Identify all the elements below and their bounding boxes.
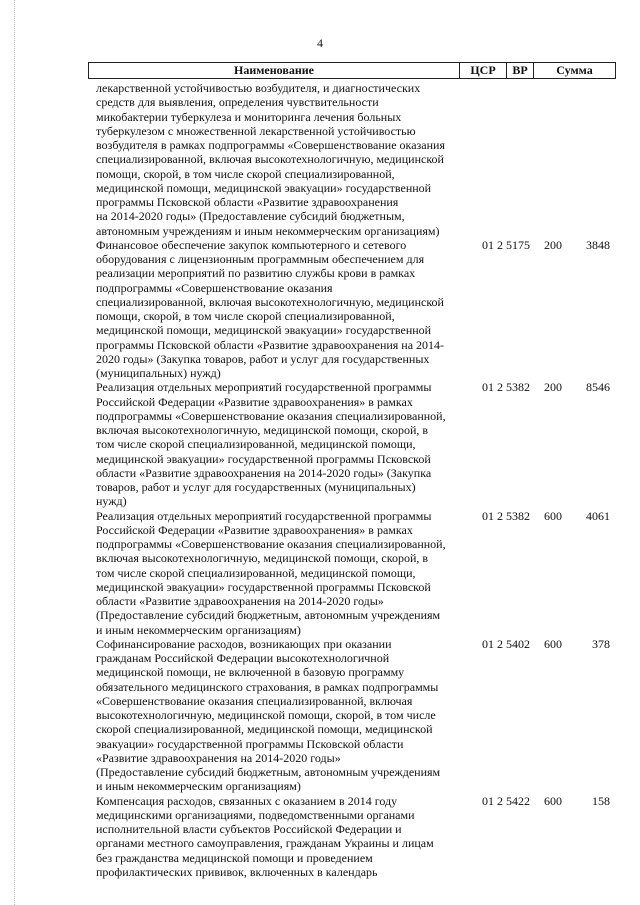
row-vr: 600 — [544, 508, 562, 523]
row-name: Реализация отдельных мероприятий государственной программы Российской Федерации «Развитие здравоохранения» в рамках подпрограммы «Совершенствование оказания специализированной, включая высокотехнологичную, медицинской помощи, скорой, в том числе скорой специализированной, медицинской помощи, медицинской эвакуации» государственной программы Псковской области «Развитие здравоохранения на 2014-2020 годы» (Предоставление субсидий бюджетным, автономным учреждениям и иным некоммерческим организациям) — [96, 508, 446, 637]
row-sum: 158 — [592, 793, 610, 808]
header-sum: Сумма — [556, 63, 593, 77]
table-header — [88, 62, 616, 79]
header-name: Наименование — [89, 63, 460, 78]
row-csr: 01 2 5382 — [482, 508, 530, 523]
row-name: Компенсация расходов, связанных с оказанием в 2014 году медицинскими организациями, подведомственными органами исполнительной власти субъектов Российской Федерации и органами местного самоуправления, гражданам Украины и лицам без гражданства медицинской помощи и проведением профилактических прививок, включенных в календарь — [96, 793, 434, 879]
header-vr: ВР — [507, 63, 534, 78]
row-sum: 8546 — [586, 380, 610, 395]
row-vr — [534, 81, 572, 238]
budget-table — [88, 62, 616, 879]
row-sum: 3848 — [586, 237, 610, 252]
table-row — [88, 637, 616, 794]
row-sum: 4061 — [586, 508, 610, 523]
row-vr: 600 — [544, 636, 562, 651]
page-number: 4 — [317, 36, 323, 50]
row-sum — [572, 81, 616, 238]
row-csr: 01 2 5175 — [482, 237, 530, 252]
row-sum: 378 — [592, 636, 610, 651]
row-name: Софинансирование расходов, возникающих при оказании гражданам Российской Федерации высокотехнологичной медицинской помощи, не включенной в базовую программу обязательного медицинского страхования, в рамках подпрограммы «Совершенствование оказания специализированной, включая высокотехнологичную, медицинской помощи, скорой, в том числе скорой специализированной, медицинской помощи, медицинской эвакуации» государственной программы Псковской области «Развитие здравоохранения на 2014-2020 годы» (Предоставление субсидий бюджетным, автономным учреждениям и иным некоммерческим организациям) — [96, 636, 441, 794]
row-name: Финансовое обеспечение закупок компьютерного и сетевого оборудования с лицензионным программным обеспечением для реализации мероприятий по развитию службы крови в рамках подпрограммы «Совершенствование оказания специализированной, включая высокотехнологичную, медицинской помощи, скорой, в том числе скорой специализированной, медицинской помощи, медицинской эвакуации» государственной программы Псковской области «Развитие здравоохранения на 2014- 2020 годы» (Закупка товаров, работ и услуг для государственных (муниципальных) нужд) — [96, 237, 445, 380]
row-name: лекарственной устойчивостью возбудителя, и диагностических средств для выявления, определения чувствительности микобактерии туберкулеза и мониторинга лечения больных туберкулезом с множественной лекарственной устойчивостью возбудителя в рамках подпрограммы «Совершенствование оказания специализированной, включая высокотехнологичную, медицинской помощи, скорой, в том числе скорой специализированной, медицинской помощи, медицинской эвакуации» государственной программы Псковской области «Развитие здравоохранения на 2014-2020 годы» (Предоставление субсидий бюджетным, автономным учреждениям и иным некоммерческим организациям) — [96, 81, 445, 238]
table-body — [88, 81, 616, 879]
header-csr: ЦСР — [460, 63, 507, 78]
row-vr: 600 — [544, 793, 562, 808]
table-row — [88, 794, 616, 880]
table-row — [88, 509, 616, 637]
table-row — [88, 380, 616, 508]
row-csr — [458, 81, 534, 238]
table-row — [88, 238, 616, 381]
row-vr: 200 — [544, 380, 562, 395]
binding-edge — [14, 0, 17, 905]
row-csr: 01 2 5402 — [482, 636, 530, 651]
row-csr: 01 2 5382 — [482, 380, 530, 395]
row-name: Реализация отдельных мероприятий государственной программы Российской Федерации «Развитие здравоохранения» в рамках подпрограммы «Совершенствование оказания специализированной, включая высокотехнологичную, медицинской помощи, скорой, в том числе скорой специализированной, медицинской помощи, медицинской эвакуации» государственной программы Псковской области «Развитие здравоохранения на 2014-2020 годы» (Закупка товаров, работ и услуг для государственных (муниципальных) нужд) — [96, 380, 446, 509]
row-vr: 200 — [544, 237, 562, 252]
table-row — [88, 81, 616, 238]
row-csr: 01 2 5422 — [482, 793, 530, 808]
